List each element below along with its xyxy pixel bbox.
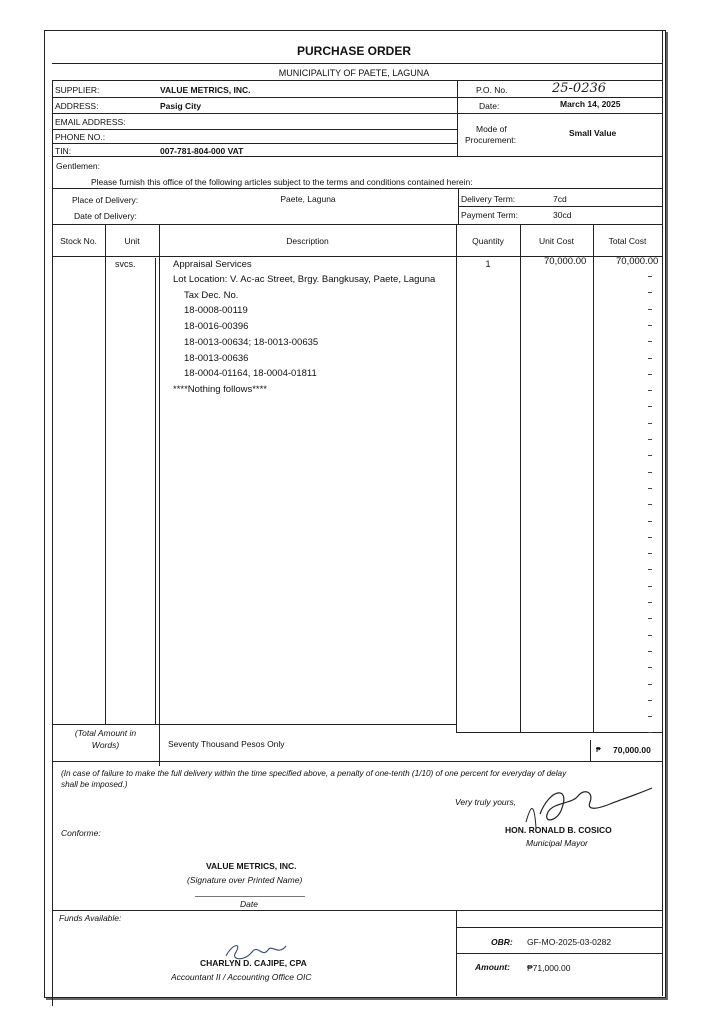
- total-cost-dash: [648, 684, 652, 685]
- mayor-title: Municipal Mayor: [526, 838, 588, 848]
- description-line: 18-0016-00396: [184, 321, 249, 332]
- total-cost-dash: [648, 455, 652, 456]
- payment-term-label: Payment Term:: [461, 210, 519, 220]
- total-cost-dash: [648, 276, 652, 277]
- total-cost-dash: [648, 569, 652, 570]
- col-header-total-cost: Total Cost: [608, 236, 647, 246]
- total-cost-dash: [648, 406, 652, 407]
- total-cost-dash: [648, 292, 652, 293]
- document-title: PURCHASE ORDER: [296, 44, 411, 58]
- total-cost-dash: [648, 635, 652, 636]
- municipality-name: MUNICIPALITY OF PAETE, LAGUNA: [278, 68, 430, 78]
- total-cost-dash: [648, 439, 652, 440]
- description-line: 18-0008-00119: [184, 305, 248, 316]
- mode-label-2: Procurement:: [465, 135, 517, 145]
- col-header-description: Description: [286, 236, 329, 246]
- description-line: 18-0013-00636: [184, 353, 249, 364]
- conforme-date-label: Date: [240, 899, 258, 909]
- total-cost-dash: [648, 341, 652, 342]
- obr-value: GF-MO-2025-03-0282: [527, 937, 612, 947]
- total-cost-dash: [648, 309, 652, 310]
- item-total-cost: 70,000.00: [616, 256, 659, 267]
- total-cost-dash: [648, 521, 652, 522]
- instruction-text: Please furnish this office of the following articles subject to the terms and conditions contained herein:: [91, 177, 473, 187]
- total-cost-dash: [648, 390, 652, 391]
- total-cost-dash: [648, 504, 652, 505]
- total-words-label-2: Words): [91, 740, 120, 750]
- date-value: March 14, 2025: [560, 99, 621, 109]
- item-unit-cost: 70,000.00: [544, 256, 587, 267]
- total-cost-dash: [648, 488, 652, 489]
- tin-value: 007-781-804-000 VAT: [160, 146, 244, 156]
- accountant-name: CHARLYN D. CAJIPE, CPA: [200, 958, 307, 968]
- place-of-delivery-value: Paete, Laguna: [280, 194, 336, 204]
- description-line: 18-0004-01164, 18-0004-01811: [184, 368, 317, 379]
- mode-value: Small Value: [569, 128, 617, 138]
- very-truly-yours: Very truly yours,: [455, 797, 517, 807]
- date-of-delivery-label: Date of Delivery:: [74, 211, 137, 221]
- col-header-stock-no: Stock No.: [60, 236, 97, 246]
- total-cost-dash: [648, 618, 652, 619]
- amount-label: Amount:: [475, 962, 510, 972]
- total-cost-dash: [648, 651, 652, 652]
- total-cost-dash: [648, 325, 652, 326]
- delivery-term-value: 7cd: [553, 194, 567, 204]
- total-cost-dash: [648, 358, 652, 359]
- total-cost-dash: [648, 423, 652, 424]
- total-cost-dash: [648, 472, 652, 473]
- conforme-supplier-name: VALUE METRICS, INC.: [206, 861, 297, 871]
- total-cost-dash: [648, 374, 652, 375]
- item-quantity: 1: [485, 259, 491, 269]
- total-amount-words: Seventy Thousand Pesos Only: [168, 739, 285, 749]
- supplier-label: SUPPLIER:: [55, 85, 100, 95]
- total-cost-dash: [648, 586, 652, 587]
- address-value: Pasig City: [160, 101, 202, 111]
- description-line: Appraisal Services: [173, 259, 252, 270]
- supplier-value: VALUE METRICS, INC.: [160, 85, 251, 95]
- address-label: ADDRESS:: [55, 101, 99, 111]
- item-unit: svcs.: [115, 259, 136, 269]
- mayor-name: HON. RONALD B. COSICO: [505, 825, 612, 835]
- penalty-clause-line-1: (In case of failure to make the full delivery within the time specified above, a penalty of one-tenth (1/10) of one percent for everyday of delay: [61, 769, 567, 778]
- total-cost-dash: [648, 716, 652, 717]
- purchase-order-form: [44, 30, 666, 998]
- total-cost-dash: [648, 602, 652, 603]
- amount-value: ₱71,000.00: [527, 963, 571, 973]
- description-line: Lot Location: V. Ac-ac Street, Brgy. Bangkusay, Paete, Laguna: [173, 274, 436, 285]
- total-cost-dash: [648, 732, 652, 733]
- total-cost-dash: [648, 700, 652, 701]
- obr-label: OBR:: [491, 937, 513, 947]
- col-header-quantity: Quantity: [472, 236, 504, 246]
- col-header-unit-cost: Unit Cost: [539, 236, 574, 246]
- accountant-title: Accountant II / Accounting Office OIC: [171, 972, 312, 982]
- total-cost-dash: [648, 667, 652, 668]
- total-cost-dash: [648, 553, 652, 554]
- funds-available-label: Funds Available:: [59, 913, 122, 923]
- gentlemen-text: Gentlemen:: [56, 161, 100, 171]
- po-number-value: 25-0236: [552, 81, 607, 96]
- peso-sign: ₱: [596, 747, 601, 754]
- place-of-delivery-label: Place of Delivery:: [72, 195, 139, 205]
- description-line: Tax Dec. No.: [184, 290, 239, 301]
- total-cost-dash: [648, 537, 652, 538]
- date-label: Date:: [479, 101, 500, 111]
- total-words-label-1: (Total Amount in: [74, 728, 137, 738]
- email-label: EMAIL ADDRESS:: [55, 117, 126, 127]
- payment-term-value: 30cd: [553, 210, 572, 220]
- conforme-label: Conforme:: [61, 828, 101, 838]
- description-line: 18-0013-00634; 18-0013-00635: [184, 337, 319, 348]
- mode-label-1: Mode of: [476, 124, 507, 134]
- col-header-unit: Unit: [124, 236, 140, 246]
- po-number-label: P.O. No.: [476, 85, 508, 95]
- penalty-clause-line-2: shall be imposed.): [61, 780, 128, 789]
- phone-label: PHONE NO.:: [55, 132, 106, 142]
- description-line: ****Nothing follows****: [173, 384, 267, 395]
- delivery-term-label: Delivery Term:: [461, 194, 516, 204]
- total-amount-figure: 70,000.00: [613, 745, 651, 755]
- tin-label: TIN:: [55, 146, 72, 156]
- conforme-signature-caption: (Signature over Printed Name): [187, 875, 303, 885]
